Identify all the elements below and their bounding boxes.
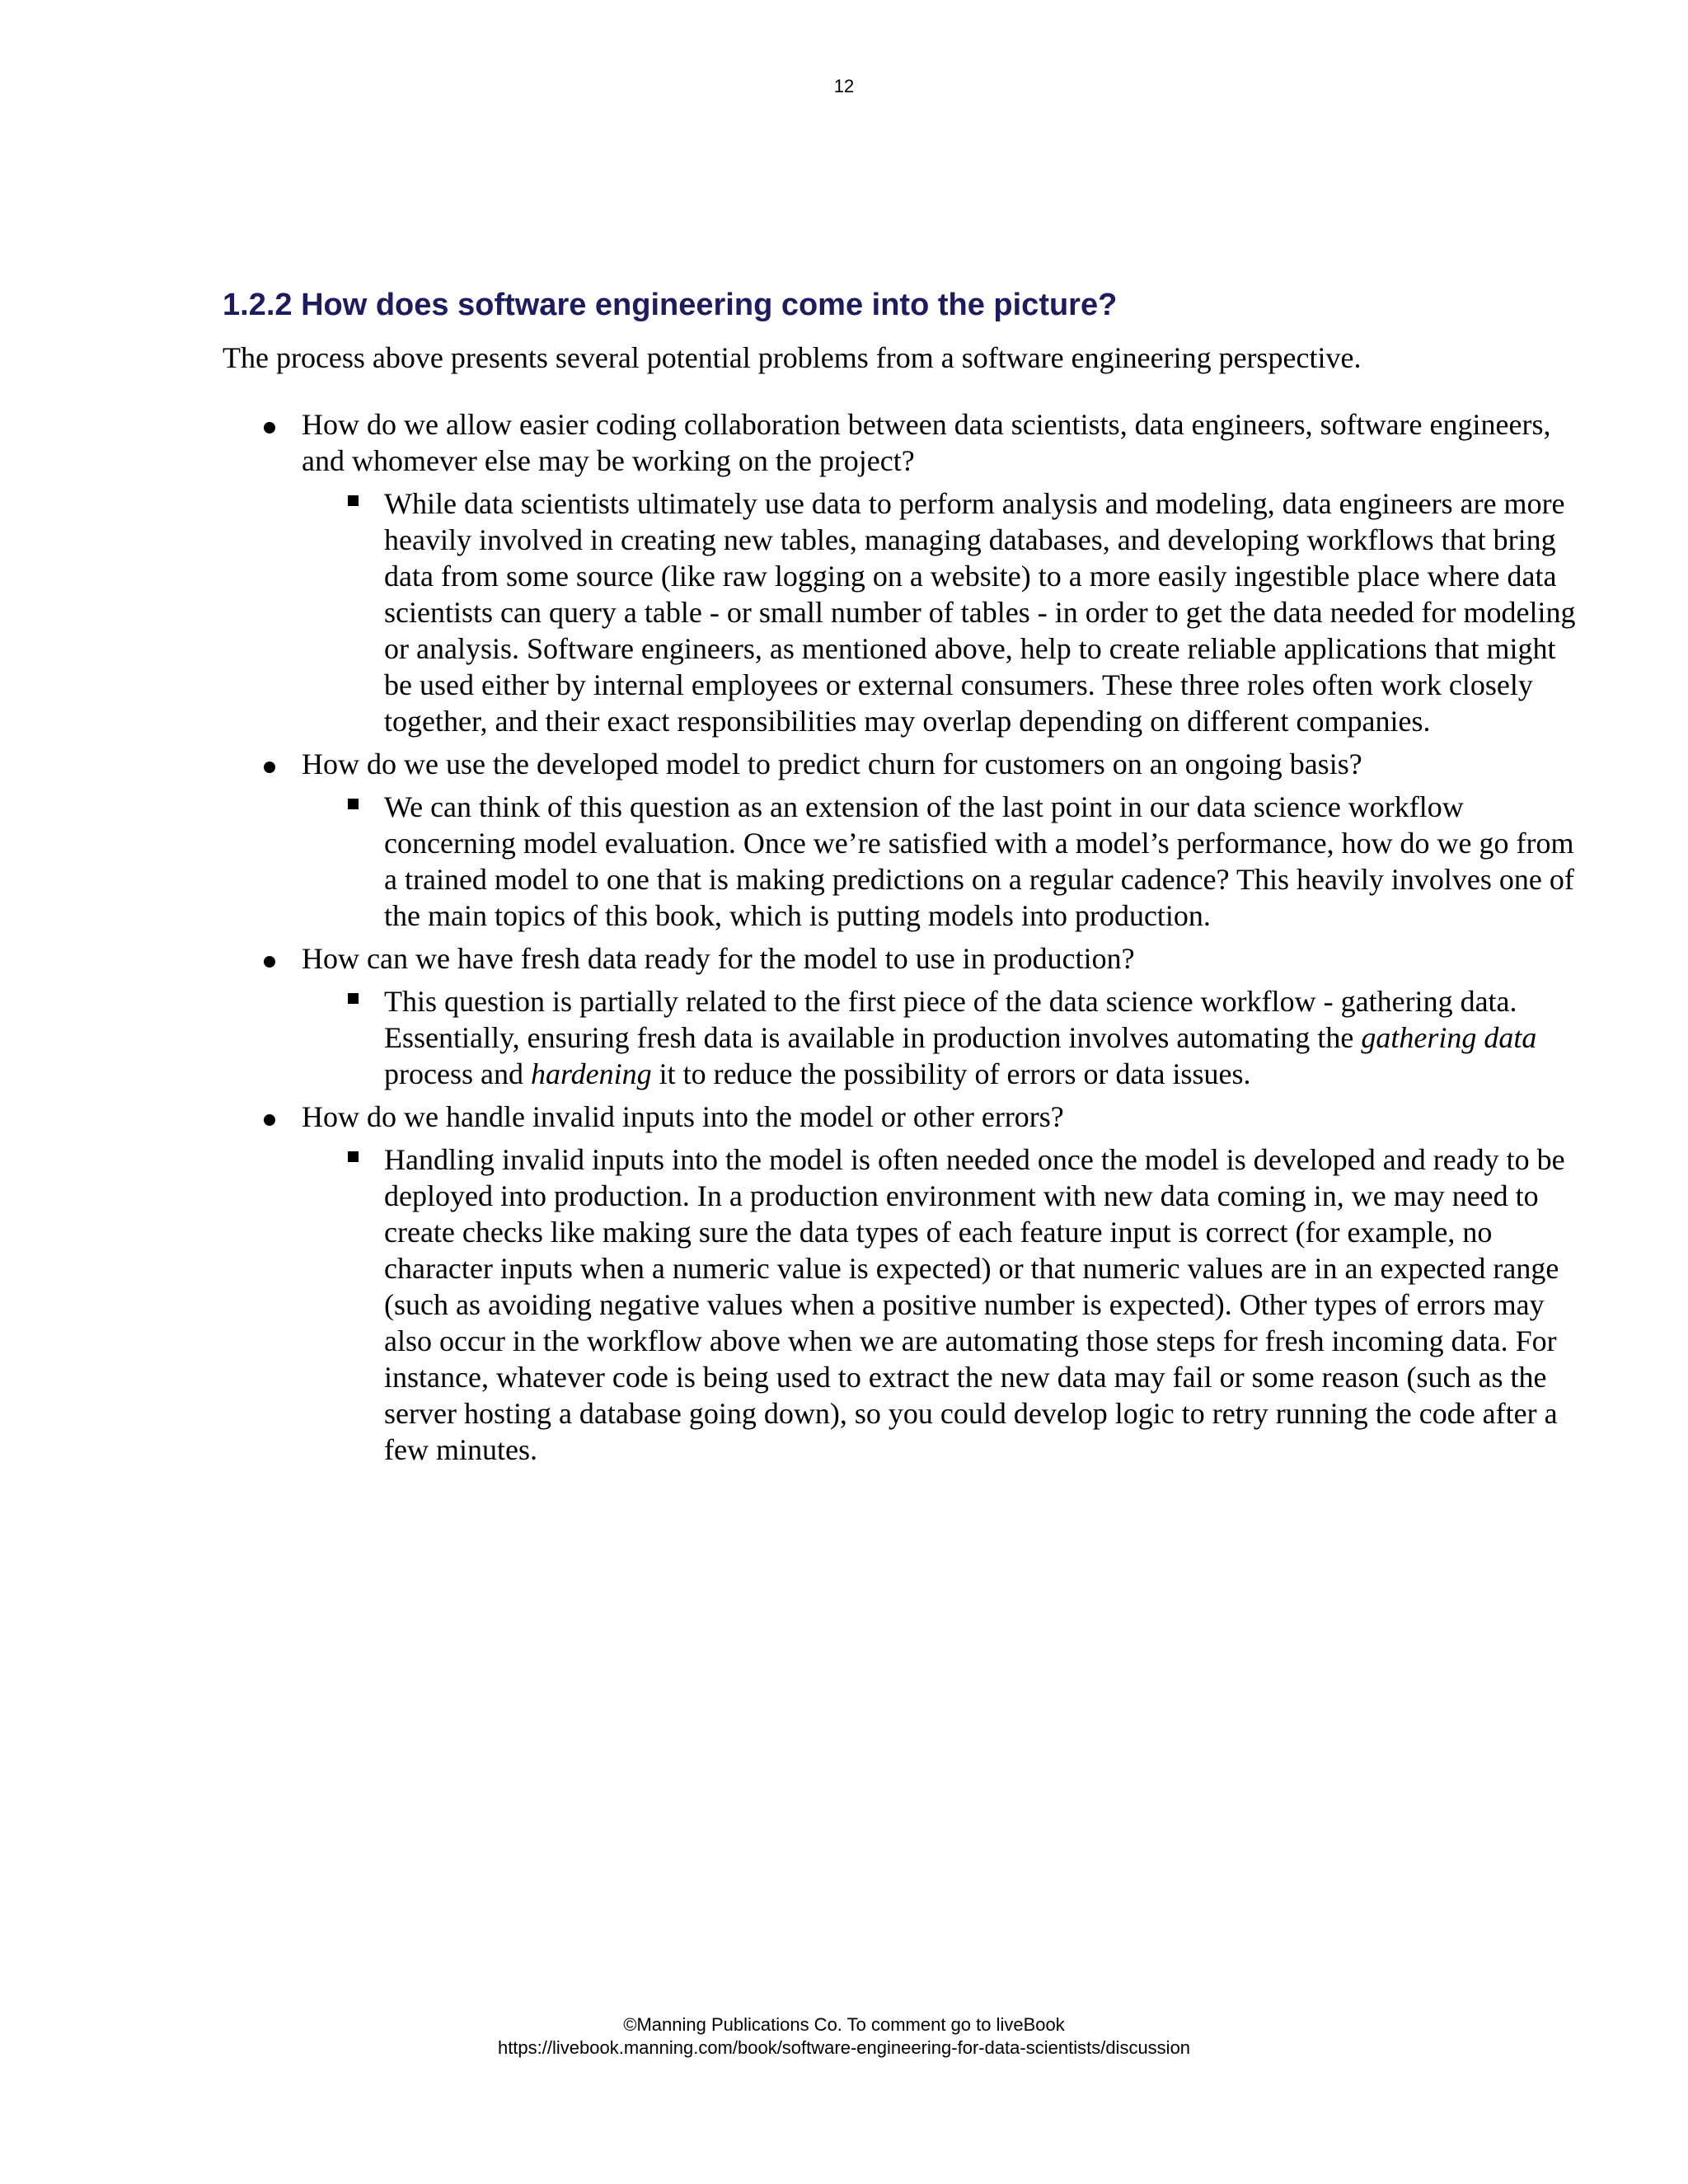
question-text: How do we use the developed model to predict churn for customers on an ongoing basis?: [302, 748, 1362, 780]
bullet-icon: [264, 956, 275, 968]
page-number: 12: [833, 76, 855, 96]
list-item: [223, 789, 1582, 934]
list-item: [223, 746, 1582, 934]
section-intro: The process above presents several potential problems from a software engineering perspective.: [223, 341, 1362, 374]
square-bullet-icon: [348, 495, 359, 506]
answer-text: While data scientists ultimately use data to perform analysis and modeling, data engineers are more heavily involved in creating new tables, managing databases, and developing workflows that bring data from some source (like raw logging on a website) to a more easily ingestible place where data scientists can query a table - or small number of tables - in order to get the data needed for modeling or analysis. Software engineers, as mentioned above, help to create reliable applications that might be used either by internal employees or external consumers. These three roles often work closely together, and their exact responsibilities may overlap depending on different companies.: [384, 487, 1576, 738]
section-heading: 1.2.2 How does software engineering come into the picture?: [223, 288, 1118, 322]
question-text: How do we allow easier coding collaboration between data scientists, data engineers, software engineers, and whomever else may be working on the project?: [302, 408, 1551, 477]
answer-text-part: This question is partially related to the first piece of the data science workflow - gathering data. Essentially, ensuring fresh data is available in production involves automating the: [384, 985, 1517, 1054]
list-item: [223, 1099, 1582, 1468]
bullet-icon: [264, 422, 275, 434]
answer-list: [223, 485, 1582, 739]
square-bullet-icon: [348, 1151, 359, 1162]
question-text: How can we have fresh data ready for the model to use in production?: [302, 942, 1135, 975]
answer-text: We can think of this question as an extension of the last point in our data science workflow concerning model evaluation. Once we’re satisfied with a model’s performance, how do we go from a trained model to one that is making predictions on a regular cadence? This heavily involves one of the main topics of this book, which is putting models into production.: [384, 790, 1574, 932]
emphasis-gathering-data: gathering data: [1361, 1021, 1537, 1054]
question-list: [223, 406, 1582, 1468]
list-item: [223, 940, 1582, 1092]
square-bullet-icon: [348, 993, 359, 1004]
question-text: How do we handle invalid inputs into the model or other errors?: [302, 1100, 1064, 1133]
footer-copyright: ©Manning Publications Co. To comment go to liveBook: [623, 2014, 1065, 2035]
page-footer: [0, 2013, 1688, 2060]
answer-text: Handling invalid inputs into the model is often needed once the model is developed and ready to be deployed into production. In a production environment with new data coming in, we may need to create checks like making sure the data types of each feature input is correct (for example, no character inputs when a numeric value is expected) or that numeric values are in an expected range (such as avoiding negative values when a positive number is expected). Other types of errors may also occur in the workflow above when we are automating those steps for fresh incoming data. For instance, whatever code is being used to extract the new data may fail or some reason (such as the server hosting a database going down), so you could develop logic to retry running the code after a few minutes.: [384, 1143, 1565, 1466]
answer-list: [223, 983, 1582, 1092]
answer-list: [223, 1141, 1582, 1468]
bullet-icon: [264, 762, 275, 773]
list-item: [223, 983, 1582, 1092]
square-bullet-icon: [348, 799, 359, 809]
answer-text-part: it to reduce the possibility of errors or data issues.: [651, 1057, 1251, 1090]
answer-list: [223, 789, 1582, 934]
page-content: [223, 284, 1582, 1474]
footer-link[interactable]: https://livebook.manning.com/book/software-engineering-for-data-scientists/discussion: [497, 2037, 1191, 2058]
emphasis-hardening: hardening: [530, 1057, 652, 1090]
answer-text: [384, 983, 1582, 1092]
bullet-icon: [264, 1114, 275, 1126]
list-item: [223, 485, 1582, 739]
list-item: [223, 1141, 1582, 1468]
list-item: [223, 406, 1582, 739]
answer-text-part: process and: [384, 1057, 531, 1090]
